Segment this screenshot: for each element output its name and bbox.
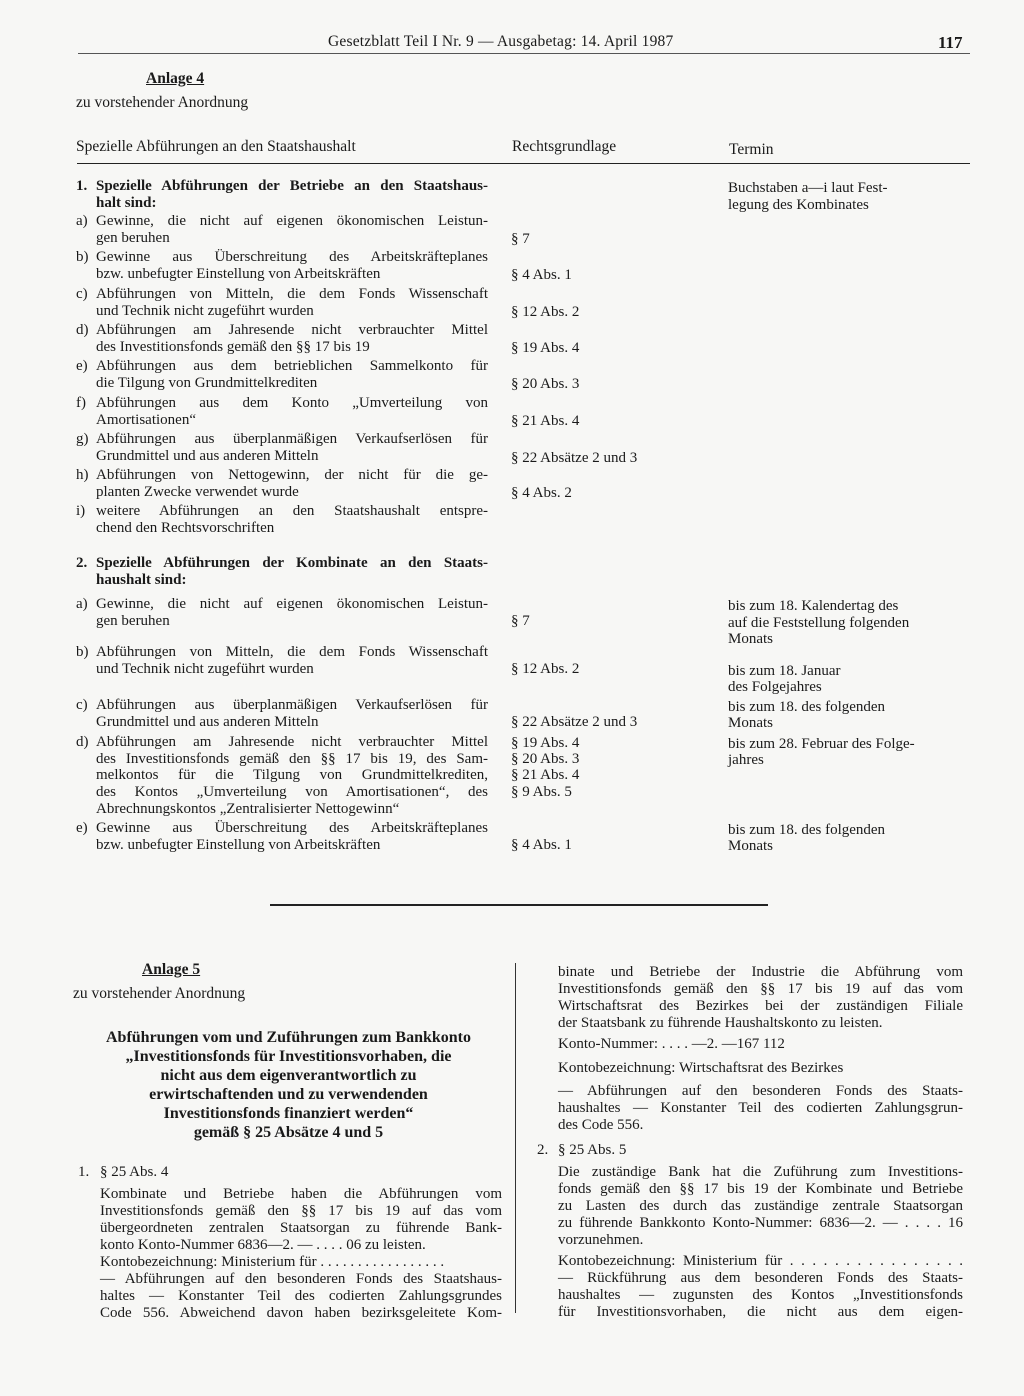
section1-termin-line2: legung des Kombinates <box>728 197 869 213</box>
anlage5-heading <box>76 1028 501 1142</box>
item-letter: b) <box>76 249 89 265</box>
item-letter: e) <box>76 820 88 836</box>
section1-number: 1. <box>76 178 88 194</box>
kontobezeichnung: Kontobezeichnung: Wirtschaftsrat des Bezirkes <box>558 1060 844 1076</box>
item-letter: e) <box>76 358 88 374</box>
item-rechtsgrundlage: § 7 <box>511 231 530 247</box>
item-termin-line: bis zum 18. Januar <box>728 663 841 679</box>
item-text-line2: bzw. unbefugter Einstellung von Arbeitskräften <box>96 266 381 282</box>
anlage4-subtitle: zu vorstehender Anordnung <box>76 94 249 111</box>
item-letter: d) <box>76 734 89 750</box>
item-termin-line: bis zum 18. des folgenden <box>728 699 886 715</box>
body-line: Kontobezeichnung: Ministerium für . . . . . . . . . . . . . . . . <box>558 1253 963 1269</box>
item-text-line2: Amortisationen“ <box>96 412 196 428</box>
right-paragraph-1 <box>558 964 963 1032</box>
table-header-rule <box>77 163 970 164</box>
item-letter: b) <box>76 644 89 660</box>
item-letter: a) <box>76 596 88 612</box>
item-text-line1: weitere Abführungen an den Staatshaushalt entspre- <box>96 503 488 519</box>
item-letter: c) <box>76 697 88 713</box>
body-line: — Abführungen auf den besonderen Fonds des Staatshaus- <box>100 1271 502 1287</box>
body-line: fonds gemäß den §§ 17 bis 19 der Kombinate und Betriebe <box>558 1181 963 1197</box>
right-paragraph-3 <box>558 1164 963 1249</box>
item-text-line2: gen beruhen <box>96 230 170 246</box>
body-line: der Staatsbank zu führende Haushaltskonto zu leisten. <box>558 1015 883 1031</box>
body-line: zu Lasten des durch das zuständige zentrale Staatsorgan <box>558 1198 963 1214</box>
item-letter: h) <box>76 467 89 483</box>
item-rechtsgrundlage: § 9 Abs. 5 <box>511 784 572 800</box>
item-rechtsgrundlage: § 19 Abs. 4 <box>511 340 580 356</box>
body-line: Code 556. Abweichend davon haben bezirksgeleitete Kom- <box>100 1305 502 1321</box>
item-termin-line: jahres <box>728 752 764 768</box>
column-divider <box>515 963 516 1313</box>
item-rechtsgrundlage: § 12 Abs. 2 <box>511 304 580 320</box>
item-text-line: Abführungen aus überplanmäßigen Verkaufserlösen für <box>96 697 488 713</box>
item-termin-line: des Folgejahres <box>728 679 822 695</box>
item-rechtsgrundlage: § 7 <box>511 613 530 629</box>
body-line: des Code 556. <box>558 1117 644 1133</box>
heading-line: Investitionsfonds finanziert werden“ <box>163 1105 414 1122</box>
body-line: Wirtschaftsrat des Bezirkes bei der zuständigen Filiale <box>558 998 963 1014</box>
item-text-line1: Abführungen von Nettogewinn, der nicht für die ge- <box>96 467 488 483</box>
anlage4-title: Anlage 4 <box>146 70 205 87</box>
body-line: haltes — Konstanter Teil des codierten Zahlungsgrundes <box>100 1288 502 1304</box>
item-rechtsgrundlage: § 21 Abs. 4 <box>511 767 580 783</box>
column-header-termin: Termin <box>729 141 774 158</box>
item-text-line: gen beruhen <box>96 613 170 629</box>
item-letter: a) <box>76 213 88 229</box>
item-text-line: Gewinne aus Überschreitung des Arbeitskräfteplanes <box>96 820 488 836</box>
item-text-line2: chend den Rechtsvorschriften <box>96 520 275 536</box>
item-text-line: bzw. unbefugter Einstellung von Arbeitskräften <box>96 837 381 853</box>
body-line: Die zuständige Bank hat die Zuführung zum Investitions- <box>558 1164 963 1180</box>
item-text-line1: Gewinne aus Überschreitung des Arbeitskräfteplanes <box>96 249 488 265</box>
item-letter: g) <box>76 431 89 447</box>
item-text-line2: planten Zwecke verwendet wurde <box>96 484 299 500</box>
page-header-title: Gesetzblatt Teil I Nr. 9 — Ausgabetag: 14. April 1987 <box>328 33 674 50</box>
section2-number: 2. <box>76 555 88 571</box>
section-divider <box>270 904 768 906</box>
item-text-line: des Kontos „Umverteilung von Amortisationen“, des <box>96 784 488 800</box>
item-text-line: Abführungen am Jahresende nicht verbrauchter Mittel <box>96 734 488 750</box>
item-text-line1: Abführungen am Jahresende nicht verbrauchter Mittel <box>96 322 488 338</box>
heading-line: gemäß § 25 Absätze 4 und 5 <box>193 1124 384 1141</box>
body-line: — Rückführung aus dem besonderen Fonds des Staats- <box>558 1270 963 1286</box>
body-line: binate und Betriebe der Industrie die Abführung vom <box>558 964 963 980</box>
left-body <box>100 1186 502 1322</box>
section2-heading-line2: haushalt sind: <box>96 572 187 588</box>
item-rechtsgrundlage: § 12 Abs. 2 <box>511 661 580 677</box>
item-text-line: des Investitionsfonds gemäß den §§ 17 bis 19, des Sam- <box>96 751 488 767</box>
section1-heading-line1: Spezielle Abführungen der Betriebe an den Staatshaus- <box>96 178 488 194</box>
right-paragraph-ref: § 25 Abs. 5 <box>558 1142 627 1158</box>
item-rechtsgrundlage: § 4 Abs. 2 <box>511 485 572 501</box>
section1-heading-line2: halt sind: <box>96 195 157 211</box>
item-rechtsgrundlage: § 4 Abs. 1 <box>511 837 572 853</box>
item-termin-line: bis zum 28. Februar des Folge- <box>728 736 915 752</box>
item-text-line: Abrechnungskontos „Zentralisierter Nettogewinn“ <box>96 801 400 817</box>
heading-line: Abführungen vom und Zuführungen zum Bankkonto <box>105 1029 471 1046</box>
body-line: haushaltes — zugunsten des Kontos „Investitionsfonds <box>558 1287 963 1303</box>
item-rechtsgrundlage: § 22 Absätze 2 und 3 <box>511 450 638 466</box>
item-text-line1: Abführungen aus überplanmäßigen Verkaufserlösen für <box>96 431 488 447</box>
body-line: — Abführungen auf den besonderen Fonds des Staats- <box>558 1083 963 1099</box>
item-text-line: Grundmittel und aus anderen Mitteln <box>96 714 319 730</box>
body-line: übergeordneten zentralen Staatsorgan zu führende Bank- <box>100 1220 502 1236</box>
item-termin-line: Monats <box>728 838 773 854</box>
body-line: vorzunehmen. <box>558 1232 644 1248</box>
item-rechtsgrundlage: § 4 Abs. 1 <box>511 267 572 283</box>
section1-termin-line1: Buchstaben a—i laut Fest- <box>728 180 888 196</box>
column-header-rechtsgrundlage: Rechtsgrundlage <box>512 138 617 155</box>
item-termin-line: Monats <box>728 715 773 731</box>
column-header-abfuehrungen: Spezielle Abführungen an den Staatshaushalt <box>76 138 356 155</box>
item-termin-line: bis zum 18. des folgenden <box>728 822 886 838</box>
item-rechtsgrundlage: § 21 Abs. 4 <box>511 413 580 429</box>
item-text-line: melkontos für die Tilgung von Grundmittelkrediten, <box>96 767 488 783</box>
item-rechtsgrundlage: § 22 Absätze 2 und 3 <box>511 714 638 730</box>
heading-line: erwirtschaftenden und zu verwendenden <box>149 1086 428 1103</box>
body-line: zu führende Bankkonto Konto-Nummer: 6836—2. — . . . . 16 <box>558 1215 963 1231</box>
item-text-line1: Abführungen von Mitteln, die dem Fonds Wissenschaft <box>96 286 488 302</box>
body-line: Kontobezeichnung: Ministerium für . . . . . . . . . . . . . . . . . <box>100 1254 445 1270</box>
item-text-line2: die Tilgung von Grundmittelkrediten <box>96 375 318 391</box>
right-item-number: 2. <box>537 1142 549 1158</box>
item-text-line1: Abführungen aus dem Konto „Umverteilung von <box>96 395 488 411</box>
heading-line: „Investitionsfonds für Investitionsvorhaben, die <box>125 1048 452 1065</box>
item-rechtsgrundlage: § 19 Abs. 4 <box>511 735 580 751</box>
body-line: Investitionsfonds gemäß den §§ 17 bis 19 auf das vom <box>100 1203 502 1219</box>
item-termin-line: Monats <box>728 631 773 647</box>
body-line: konto Konto-Nummer 6836—2. — . . . . 06 zu leisten. <box>100 1237 426 1253</box>
section2-heading-line1: Spezielle Abführungen der Kombinate an den Staats- <box>96 555 488 571</box>
body-line: Kombinate und Betriebe haben die Abführungen vom <box>100 1186 502 1202</box>
item-text-line2: Grundmittel und aus anderen Mitteln <box>96 448 319 464</box>
right-paragraph-2 <box>558 1083 963 1134</box>
item-text-line: und Technik nicht zugeführt wurden <box>96 661 314 677</box>
anlage5-title: Anlage 5 <box>142 961 201 978</box>
right-paragraph-4 <box>558 1253 963 1321</box>
item-text-line1: Abführungen aus dem betrieblichen Sammelkonto für <box>96 358 488 374</box>
item-termin-line: bis zum 18. Kalendertag des <box>728 598 899 614</box>
item-text-line2: und Technik nicht zugeführt wurden <box>96 303 314 319</box>
konto-nummer: Konto-Nummer: . . . . —2. —167 112 <box>558 1036 785 1052</box>
item-letter: c) <box>76 286 88 302</box>
page-number: 117 <box>938 33 963 52</box>
anlage5-subtitle: zu vorstehender Anordnung <box>73 985 246 1002</box>
body-line: haushaltes — Konstanter Teil des codierten Zahlungsgrun- <box>558 1100 963 1116</box>
item-text-line1: Gewinne, die nicht auf eigenen ökonomischen Leistun- <box>96 213 488 229</box>
body-line: Investitionsfonds gemäß den §§ 17 bis 19 auf das vom <box>558 981 963 997</box>
item-termin-line: auf die Feststellung folgenden <box>728 615 910 631</box>
left-item-number: 1. <box>78 1164 90 1180</box>
item-text-line2: des Investitionsfonds gemäß den §§ 17 bis 19 <box>96 339 370 355</box>
item-rechtsgrundlage: § 20 Abs. 3 <box>511 751 580 767</box>
item-text-line: Abführungen von Mitteln, die dem Fonds Wissenschaft <box>96 644 488 660</box>
item-rechtsgrundlage: § 20 Abs. 3 <box>511 376 580 392</box>
item-letter: i) <box>76 503 86 519</box>
item-text-line: Gewinne, die nicht auf eigenen ökonomischen Leistun- <box>96 596 488 612</box>
item-letter: f) <box>76 395 86 411</box>
heading-line: nicht aus dem eigenverantwortlich zu <box>160 1067 417 1084</box>
body-line: für Investitionsvorhaben, die nicht aus dem eigen- <box>558 1304 963 1320</box>
item-letter: d) <box>76 322 89 338</box>
header-divider <box>78 53 970 54</box>
left-paragraph-ref: § 25 Abs. 4 <box>100 1164 169 1180</box>
